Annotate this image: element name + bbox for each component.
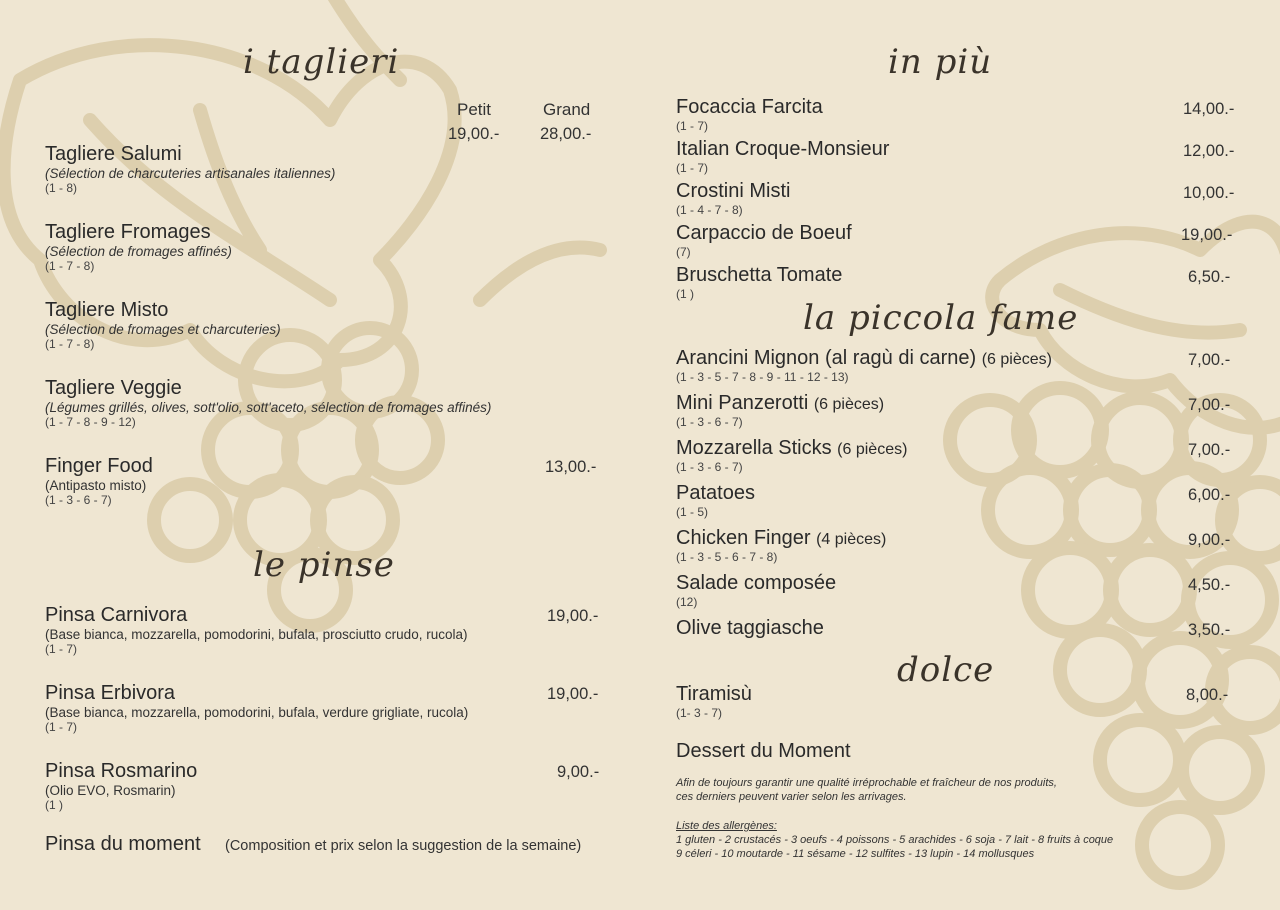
section-title-in-piu: in più <box>888 42 993 82</box>
item-description: (Base bianca, mozzarella, pomodorini, bufala, prosciutto crudo, rucola) <box>45 627 468 642</box>
menu-item-carpaccio-de-boeuf <box>676 222 852 259</box>
item-allergens: (1 - 7) <box>45 720 78 734</box>
item-price: 3,50.- <box>1188 621 1231 639</box>
menu-item-italian-croque-monsieur <box>676 138 889 175</box>
menu-item-pinsa-erbivora <box>45 682 468 734</box>
item-name: Carpaccio de Boeuf <box>676 222 852 244</box>
item-name: Patatoes <box>676 482 755 504</box>
item-description: (Sélection de fromages et charcuteries) <box>45 322 281 337</box>
item-allergens: (1 ) <box>676 287 694 301</box>
menu-item-dessert-du-moment: Dessert du Moment <box>676 740 851 762</box>
item-name: Tagliere Fromages <box>45 221 211 243</box>
item-name: Focaccia Farcita <box>676 96 823 118</box>
item-price: 9,00.- <box>557 763 600 781</box>
item-name: Tiramisù <box>676 683 752 705</box>
item-name-text: Chicken Finger <box>676 527 811 549</box>
item-price: 12,00.- <box>1183 142 1235 160</box>
item-name: Tagliere Misto <box>45 299 169 321</box>
menu-item-tagliere-veggie <box>45 377 491 429</box>
item-description: (Antipasto misto) <box>45 478 147 493</box>
allergen-legend-title: Liste des allergènes: <box>676 820 777 832</box>
item-name: Finger Food <box>45 455 153 477</box>
item-price: 4,50.- <box>1188 576 1231 594</box>
item-description: (Sélection de fromages affinés) <box>45 244 232 259</box>
section-title-dolce: dolce <box>897 650 995 690</box>
item-name: Olive taggiasche <box>676 617 824 639</box>
price-grand: 28,00.- <box>540 125 592 143</box>
item-name: Pinsa Carnivora <box>45 604 188 626</box>
column-head-grand: Grand <box>543 100 591 119</box>
item-allergens: (1 - 7 - 8) <box>45 337 95 351</box>
item-allergens: (1 - 7) <box>676 161 709 175</box>
item-allergens: (1 - 3 - 6 - 7) <box>45 493 112 507</box>
item-name: Crostini Misti <box>676 180 791 202</box>
item-price: 10,00.- <box>1183 184 1235 202</box>
item-allergens: (1 - 7) <box>676 119 709 133</box>
item-allergens: (1 ) <box>45 798 63 812</box>
item-name: Tagliere Salumi <box>45 143 182 165</box>
section-title-pinse: le pinse <box>253 545 395 585</box>
menu-item-pinsa-carnivora <box>45 604 467 656</box>
menu-item-patatoes <box>676 482 755 519</box>
pinsa-du-moment-description: (Composition et prix selon la suggestion de la semaine) <box>225 838 582 854</box>
item-price: 7,00.- <box>1188 351 1231 369</box>
quality-note <box>676 776 1057 804</box>
menu-item-tiramisu <box>676 683 752 720</box>
item-price: 7,00.- <box>1188 396 1231 414</box>
item-name: Tagliere Veggie <box>45 377 182 399</box>
item-price: 19,00.- <box>547 685 599 703</box>
item-allergens: (1 - 3 - 6 - 7) <box>676 415 743 429</box>
menu-item-tagliere-salumi <box>45 143 335 195</box>
item-price: 14,00.- <box>1183 100 1235 118</box>
item-allergens: (7) <box>676 245 691 259</box>
item-name: Salade composée <box>676 572 837 594</box>
menu-item-tagliere-fromages <box>45 221 232 273</box>
item-pieces: (6 pièces) <box>981 351 1052 368</box>
menu-item-crostini-misti <box>676 180 790 217</box>
item-pieces: (4 pièces) <box>816 531 887 548</box>
item-description: (Légumes grillés, olives, sott'olio, sott'aceto, sélection de fromages affinés) <box>45 400 492 415</box>
item-price: 6,50.- <box>1188 268 1231 286</box>
item-allergens: (1 - 7 - 8 - 9 - 12) <box>45 415 136 429</box>
item-price: 13,00.- <box>545 458 597 476</box>
item-name-text: Arancini Mignon (al ragù di carne) <box>676 347 977 369</box>
section-title-taglieri: i taglieri <box>243 42 400 82</box>
column-head-petit: Petit <box>457 100 492 119</box>
item-allergens: (1 - 8) <box>45 181 78 195</box>
menu-item-finger-food <box>45 455 153 507</box>
item-allergens: (1 - 3 - 6 - 7) <box>676 460 743 474</box>
item-price: 8,00.- <box>1186 686 1229 704</box>
item-pieces: (6 pièces) <box>837 441 908 458</box>
item-price: 7,00.- <box>1188 441 1231 459</box>
item-name: Pinsa Rosmarino <box>45 760 198 782</box>
item-allergens: (1 - 5) <box>676 505 709 519</box>
menu-item-arancini-mignon <box>676 347 1052 384</box>
menu-item-salade-composee <box>676 572 836 609</box>
item-description: (Olio EVO, Rosmarin) <box>45 783 176 798</box>
item-allergens: (1 - 7) <box>45 642 78 656</box>
menu-item-mozzarella-sticks <box>676 437 907 474</box>
item-name: Bruschetta Tomate <box>676 264 843 286</box>
quality-note-line-1: Afin de toujours garantir une qualité irréprochable et fraîcheur de nos produits, <box>676 777 1057 789</box>
menu-item-bruschetta-tomate <box>676 264 842 301</box>
item-pieces: (6 pièces) <box>813 396 885 413</box>
item-allergens: (1 - 3 - 5 - 6 - 7 - 8) <box>676 550 778 564</box>
item-name <box>676 437 907 460</box>
item-allergens: (1- 3 - 7) <box>676 706 723 720</box>
item-allergens: (1 - 7 - 8) <box>45 259 95 273</box>
menu-item-focaccia-farcita <box>676 96 823 133</box>
menu-item-pinsa-rosmarino <box>45 760 197 812</box>
item-allergens: (1 - 3 - 5 - 7 - 8 - 9 - 11 - 12 - 13) <box>676 370 849 384</box>
allergen-legend-line-2: 9 céleri - 10 moutarde - 11 sésame - 12 sulfites - 13 lupin - 14 mollusques <box>676 848 1035 860</box>
allergen-legend <box>676 819 1113 861</box>
item-name <box>676 527 886 550</box>
menu-item-olive-taggiasche <box>676 617 824 640</box>
quality-note-line-2: ces derniers peuvent varier selon les arrivages. <box>676 791 907 803</box>
item-name <box>676 347 1052 370</box>
item-price: 19,00.- <box>547 607 599 625</box>
item-allergens: (12) <box>676 595 698 609</box>
menu-item-chicken-finger <box>676 527 886 564</box>
item-description: (Base bianca, mozzarella, pomodorini, bufala, verdure grigliate, rucola) <box>45 705 469 720</box>
item-price: 9,00.- <box>1188 531 1231 549</box>
menu-item-tagliere-misto <box>45 299 281 351</box>
price-petit: 19,00.- <box>448 125 500 143</box>
item-name: Italian Croque-Monsieur <box>676 138 890 160</box>
menu-item-mini-panzerotti <box>676 392 884 429</box>
item-description: (Sélection de charcuteries artisanales italiennes) <box>45 166 336 181</box>
item-price: 6,00.- <box>1188 486 1231 504</box>
item-allergens: (1 - 4 - 7 - 8) <box>676 203 743 217</box>
item-name <box>676 392 884 415</box>
item-price: 19,00.- <box>1181 226 1233 244</box>
item-name: Pinsa Erbivora <box>45 682 176 704</box>
section-title-piccola-fame: la piccola fame <box>803 298 1079 338</box>
pinsa-du-moment-name: Pinsa du moment <box>45 833 201 855</box>
allergen-legend-line-1: 1 gluten - 2 crustacés - 3 oeufs - 4 poissons - 5 arachides - 6 soja - 7 lait - 8 fruits à coque <box>676 834 1114 846</box>
item-name-text: Mozzarella Sticks <box>676 437 832 459</box>
item-name-text: Mini Panzerotti <box>676 392 809 414</box>
